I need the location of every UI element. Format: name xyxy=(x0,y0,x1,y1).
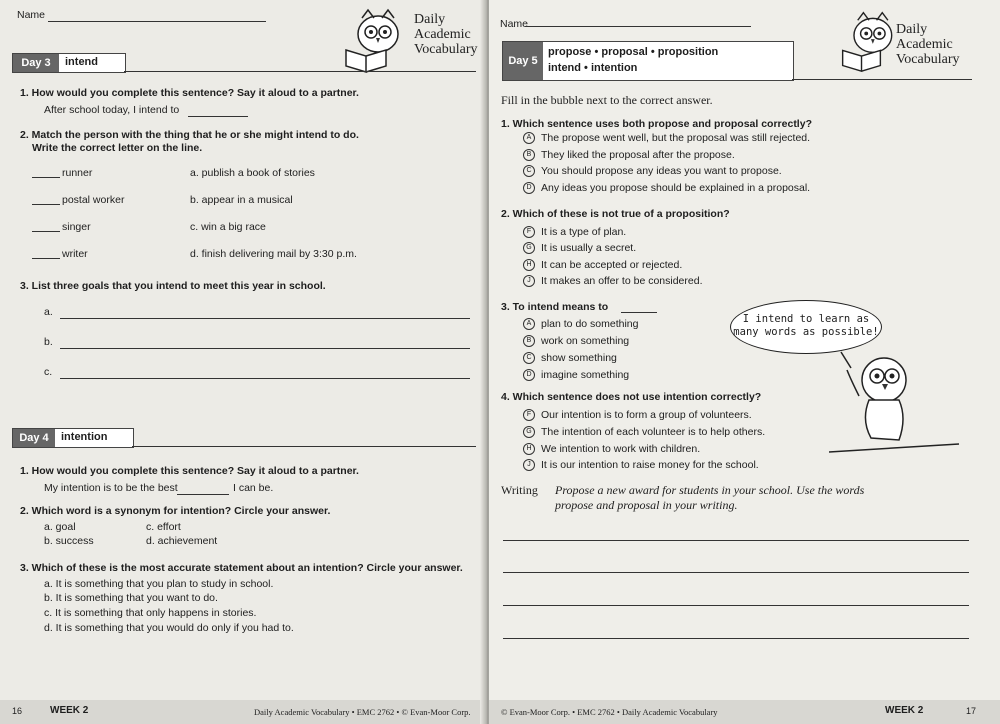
statement-option[interactable]: d. It is something that you would do only if you had to. xyxy=(44,622,294,634)
answer-bubble[interactable]: H xyxy=(523,443,535,455)
q1: 1. Which sentence uses both propose and proposal correctly? xyxy=(501,118,812,130)
answer-line[interactable] xyxy=(60,378,470,379)
day4-q1-prompt-a: My intention is to be the best xyxy=(44,482,178,494)
synonym-option[interactable]: a. goal xyxy=(44,521,76,533)
answer-bubble[interactable]: J xyxy=(523,275,535,287)
option-text: It is a type of plan. xyxy=(541,226,627,238)
answer-line[interactable] xyxy=(32,231,60,232)
answer-option[interactable] xyxy=(523,165,782,177)
day4-q3: 3. Which of these is the most accurate statement about an intention? Circle your answer. xyxy=(20,562,463,574)
owl-icon xyxy=(837,8,903,74)
option-text: The propose went well, but the proposal was still rejected. xyxy=(541,132,811,144)
answer-option[interactable] xyxy=(523,149,735,161)
logo-line: Academic xyxy=(896,37,953,52)
week-label: WEEK 2 xyxy=(885,705,924,716)
answer-line[interactable] xyxy=(32,258,60,259)
writing-line[interactable] xyxy=(503,572,969,573)
daily-academic-vocabulary-logo xyxy=(340,6,478,76)
statement-option[interactable]: c. It is something that only happens in stories. xyxy=(44,607,257,619)
page-number: 17 xyxy=(966,706,977,716)
right-page xyxy=(489,0,1000,724)
name-line xyxy=(48,21,266,22)
writing-line[interactable] xyxy=(503,540,969,541)
answer-line[interactable] xyxy=(32,177,60,178)
answer-option[interactable] xyxy=(523,132,810,144)
answer-option[interactable] xyxy=(523,369,629,381)
answer-bubble[interactable]: A xyxy=(523,132,535,144)
day3-q2: 2. Match the person with the thing that he or she might intend to do. xyxy=(20,129,359,141)
option-text: show something xyxy=(541,352,617,364)
day4-rule xyxy=(132,446,476,447)
name-line xyxy=(525,26,751,27)
speech-line: I intend to learn as xyxy=(742,313,870,325)
day4-q1-prompt-b: I can be. xyxy=(233,482,274,494)
option-text: It is our intention to raise money for the school. xyxy=(541,459,759,471)
option-text: Any ideas you propose should be explained in a proposal. xyxy=(541,182,811,194)
writing-line[interactable] xyxy=(503,638,969,639)
answer-option[interactable] xyxy=(523,242,636,254)
page-number: 16 xyxy=(12,706,23,716)
day3-q1: 1. How would you complete this sentence? Say it aloud to a partner. xyxy=(20,87,359,99)
day5-words: intend • intention xyxy=(548,62,638,74)
q3: 3. To intend means to xyxy=(501,301,609,313)
day5-header xyxy=(502,41,794,81)
instruction: Fill in the bubble next to the correct answer. xyxy=(501,93,713,107)
synonym-option[interactable]: b. success xyxy=(44,535,94,547)
answer-bubble[interactable]: C xyxy=(523,165,535,177)
answer-option[interactable] xyxy=(523,426,765,438)
goal-letter: a. xyxy=(44,306,53,318)
answer-bubble[interactable]: B xyxy=(523,335,535,347)
answer-option[interactable] xyxy=(523,275,702,287)
option-text: plan to do something xyxy=(541,318,639,330)
left-page xyxy=(0,0,487,724)
day4-q1: 1. How would you complete this sentence? Say it aloud to a partner. xyxy=(20,465,359,477)
statement-option[interactable]: b. It is something that you want to do. xyxy=(44,592,218,604)
logo-line: Daily xyxy=(896,22,928,37)
day4-word: intention xyxy=(61,431,108,443)
right-footer xyxy=(489,700,1000,724)
name-label: Name xyxy=(17,9,46,21)
answer-option[interactable] xyxy=(523,182,810,194)
daily-academic-vocabulary-logo xyxy=(837,8,967,78)
match-person: writer xyxy=(62,248,88,260)
synonym-option[interactable]: d. achievement xyxy=(146,535,218,547)
answer-line[interactable] xyxy=(621,312,657,313)
answer-option[interactable] xyxy=(523,259,682,271)
writing-prompt: propose and proposal in your writing. xyxy=(555,498,738,512)
day3-q2-sub: Write the correct letter on the line. xyxy=(32,142,203,154)
day4-q2: 2. Which word is a synonym for intention? Circle your answer. xyxy=(20,505,331,517)
day5-tag: Day 5 xyxy=(503,42,543,80)
left-footer xyxy=(0,700,487,724)
answer-bubble[interactable]: D xyxy=(523,369,535,381)
answer-option[interactable] xyxy=(523,443,700,455)
speech-line: many words as possible! xyxy=(733,326,879,338)
day3-q3: 3. List three goals that you intend to meet this year in school. xyxy=(20,280,326,292)
day5-words: propose • proposal • proposition xyxy=(548,46,719,58)
answer-option[interactable] xyxy=(523,352,617,364)
writing-prompt: Propose a new award for students in your school. Use the words xyxy=(555,483,865,497)
match-person: runner xyxy=(62,167,93,179)
logo-line: Vocabulary xyxy=(414,42,478,57)
option-text: The intention of each volunteer is to help others. xyxy=(541,426,766,438)
answer-option[interactable] xyxy=(523,459,759,471)
option-text: Our intention is to form a group of volunteers. xyxy=(541,409,752,421)
owl-mascot-icon xyxy=(829,340,969,460)
answer-bubble[interactable]: G xyxy=(523,242,535,254)
answer-option[interactable] xyxy=(523,226,626,238)
answer-option[interactable] xyxy=(523,335,629,347)
answer-line[interactable] xyxy=(32,204,60,205)
answer-option[interactable] xyxy=(523,409,752,421)
owl-icon xyxy=(340,6,410,74)
answer-line[interactable] xyxy=(60,348,470,349)
writing-label: Writing xyxy=(501,483,538,497)
option-text: You should propose any ideas you want to propose. xyxy=(541,165,782,177)
option-text: It makes an offer to be considered. xyxy=(541,275,703,287)
answer-option[interactable] xyxy=(523,318,638,330)
answer-bubble[interactable]: B xyxy=(523,149,535,161)
week-label: WEEK 2 xyxy=(50,705,89,716)
footer-credit: © Evan-Moor Corp. • EMC 2762 • Daily Academic Vocabulary xyxy=(501,707,718,717)
goal-letter: c. xyxy=(44,366,53,378)
option-text: We intention to work with children. xyxy=(541,443,701,455)
answer-bubble[interactable]: F xyxy=(523,226,535,238)
name-label: Name xyxy=(500,18,529,30)
match-thing: c. win a big race xyxy=(190,221,266,233)
q2: 2. Which of these is not true of a proposition? xyxy=(501,208,730,220)
match-person: postal worker xyxy=(62,194,125,206)
option-text: It can be accepted or rejected. xyxy=(541,259,683,271)
option-text: imagine something xyxy=(541,369,630,381)
option-text: It is usually a secret. xyxy=(541,242,637,254)
day3-rule xyxy=(124,71,476,72)
day4-tag: Day 4 xyxy=(13,429,55,447)
answer-line[interactable] xyxy=(177,494,229,495)
statement-option[interactable]: a. It is something that you plan to study in school. xyxy=(44,578,274,590)
logo-line: Daily xyxy=(414,12,446,27)
footer-credit: Daily Academic Vocabulary • EMC 2762 • © Evan-Moor Corp. xyxy=(254,707,471,717)
day3-tag: Day 3 xyxy=(13,54,59,72)
logo-line: Academic xyxy=(414,27,471,42)
answer-bubble[interactable]: C xyxy=(523,352,535,364)
answer-bubble[interactable]: D xyxy=(523,182,535,194)
day3-word: intend xyxy=(65,56,98,68)
writing-line[interactable] xyxy=(503,605,969,606)
answer-bubble[interactable]: A xyxy=(523,318,535,330)
logo-text xyxy=(896,22,960,67)
match-thing: a. publish a book of stories xyxy=(190,167,315,179)
answer-bubble[interactable]: G xyxy=(523,426,535,438)
day3-q1-prompt: After school today, I intend to xyxy=(44,104,180,116)
logo-text xyxy=(414,12,478,57)
answer-bubble[interactable]: J xyxy=(523,459,535,471)
goal-letter: b. xyxy=(44,336,53,348)
answer-bubble[interactable]: H xyxy=(523,259,535,271)
match-person: singer xyxy=(62,221,91,233)
day4-header xyxy=(12,428,134,448)
answer-line[interactable] xyxy=(188,116,248,117)
option-text: work on something xyxy=(541,335,630,347)
match-thing: d. finish delivering mail by 3:30 p.m. xyxy=(190,248,357,260)
synonym-option[interactable]: c. effort xyxy=(146,521,181,533)
answer-line[interactable] xyxy=(60,318,470,319)
day3-header xyxy=(12,53,126,73)
option-text: They liked the proposal after the propose. xyxy=(541,149,735,161)
answer-bubble[interactable]: F xyxy=(523,409,535,421)
day5-rule xyxy=(792,79,972,80)
logo-line: Vocabulary xyxy=(896,52,960,67)
q4: 4. Which sentence does not use intention correctly? xyxy=(501,391,762,403)
match-thing: b. appear in a musical xyxy=(190,194,293,206)
